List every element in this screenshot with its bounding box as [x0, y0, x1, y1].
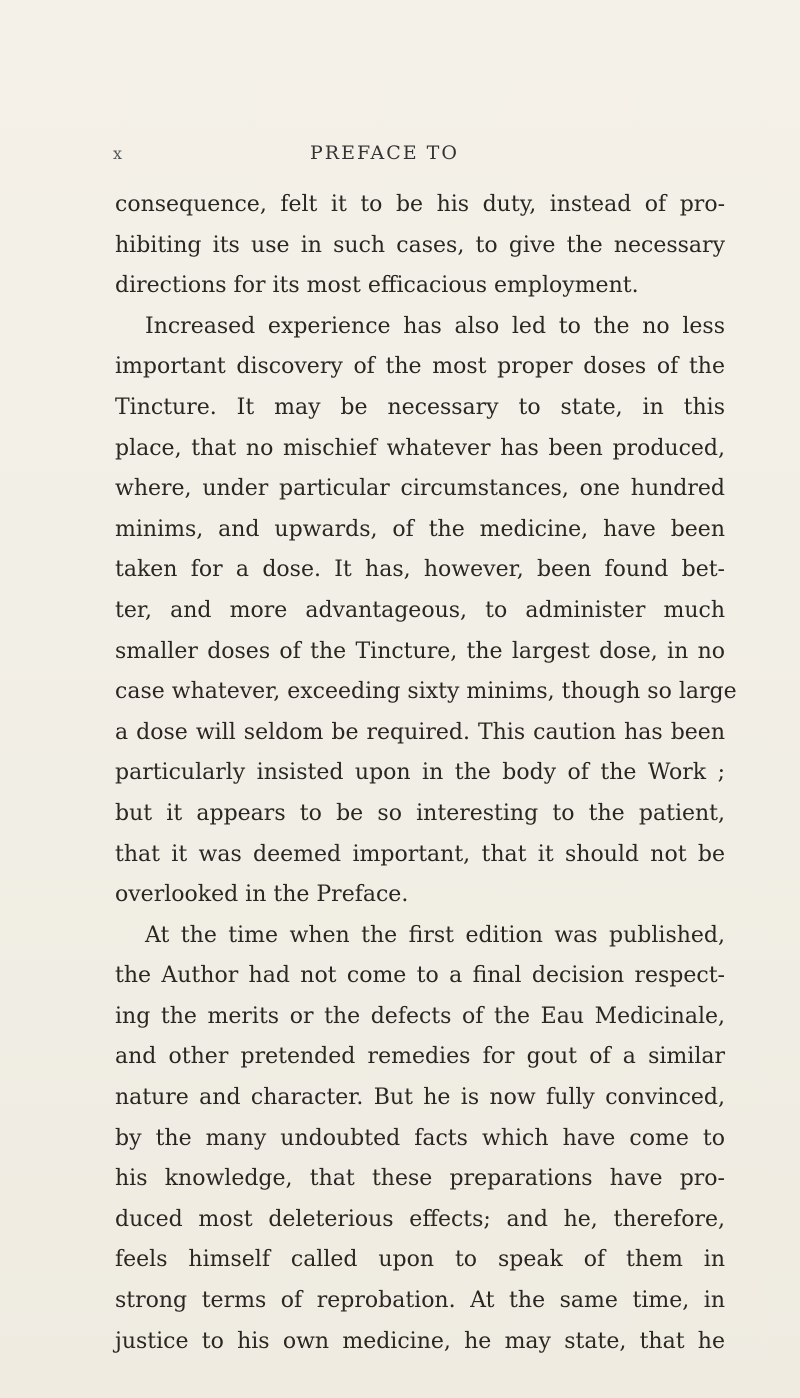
text-line: nature and character. But he is now fully convinced,: [115, 1085, 725, 1111]
text-line: ing the merits or the defects of the Eau Medicinale,: [115, 1003, 725, 1029]
text-line: important discovery of the most proper doses of the: [115, 354, 725, 380]
text-line: smaller doses of the Tincture, the largest dose, in no: [115, 638, 725, 664]
text-line: place, that no mischief whatever has been produced,: [115, 435, 725, 461]
text-line: where, under particular circumstances, one hundred: [115, 476, 725, 502]
text-line: minims, and upwards, of the medicine, have been: [115, 516, 725, 542]
text-line: directions for its most efficacious employment.: [115, 273, 639, 299]
running-head: PREFACE TO: [310, 142, 459, 164]
text-line: Tincture. It may be necessary to state, in this: [115, 394, 725, 420]
text-line: consequence, felt it to be his duty, instead of pro-: [115, 192, 725, 217]
text-line: justice to his own medicine, he may state, that he: [115, 1328, 725, 1354]
text-line: overlooked in the Preface.: [115, 882, 409, 908]
text-line: that it was deemed important, that it should not be: [115, 841, 725, 867]
text-line: ter, and more advantageous, to administer much: [115, 597, 725, 623]
page-number: x: [113, 144, 124, 163]
text-line: the Author had not come to a final decision respect-: [115, 963, 725, 989]
text-line: Increased experience has also led to the no less: [145, 313, 725, 339]
text-line: case whatever, exceeding sixty minims, though so large: [115, 679, 737, 705]
text-line: but it appears to be so interesting to the patient,: [115, 800, 725, 826]
text-line: hibiting its use in such cases, to give the necessary: [115, 232, 725, 258]
text-line: particularly insisted upon in the body of the Work ;: [115, 760, 725, 786]
text-line: a dose will seldom be required. This caution has been: [115, 719, 725, 745]
text-line: by the many undoubted facts which have come to: [115, 1125, 725, 1151]
text-line: strong terms of reprobation. At the same time, in: [115, 1288, 725, 1314]
text-line: duced most deleterious effects; and he, therefore,: [115, 1206, 725, 1232]
text-line: At the time when the first edition was published,: [145, 922, 725, 948]
text-line: and other pretended remedies for gout of a similar: [115, 1044, 725, 1070]
text-line: taken for a dose. It has, however, been found bet-: [115, 557, 725, 583]
page-header: [0, 142, 800, 172]
preface-body-text: [115, 185, 737, 1362]
text-line: feels himself called upon to speak of them in: [115, 1247, 725, 1273]
text-line: his knowledge, that these preparations have pro-: [115, 1166, 725, 1192]
